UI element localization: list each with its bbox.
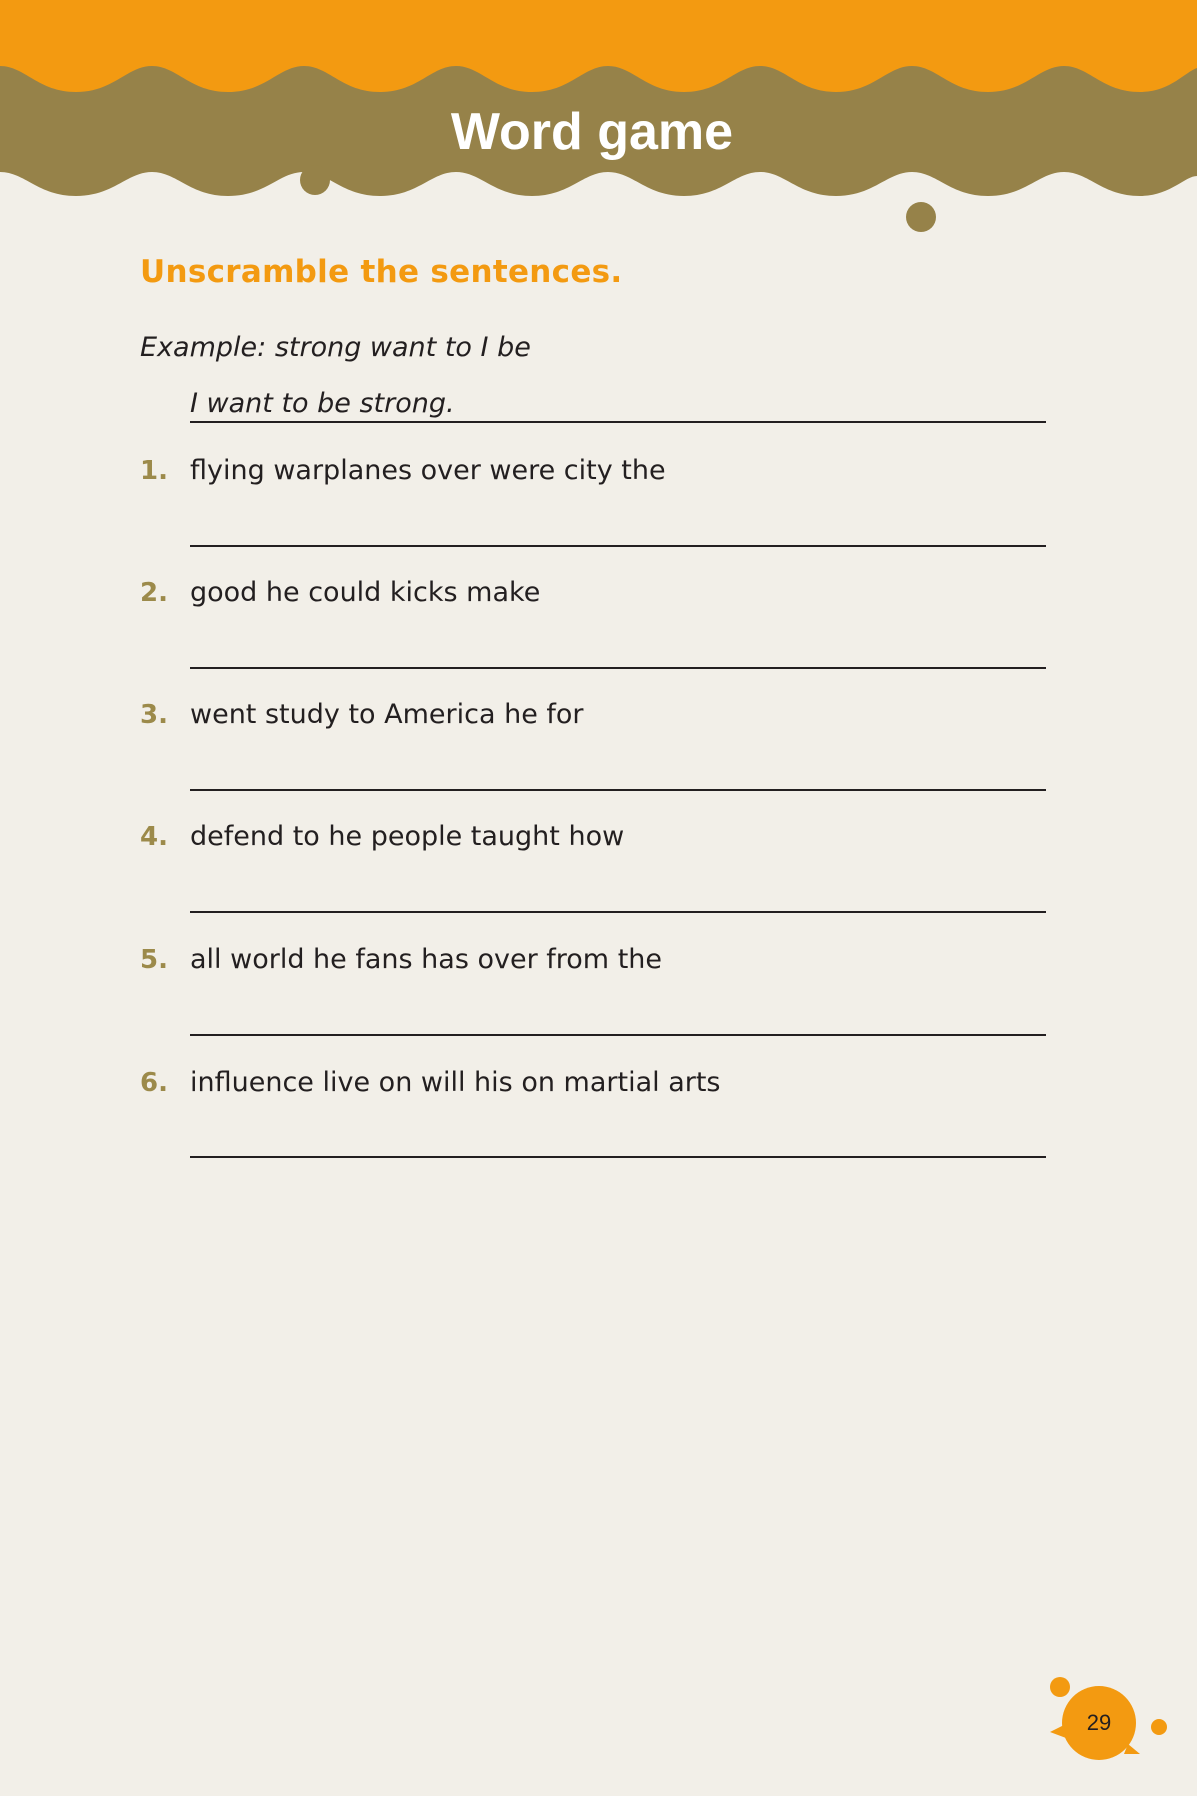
answer-line[interactable] — [190, 1156, 1046, 1158]
question-number: 1. — [140, 456, 168, 486]
answer-line[interactable] — [190, 789, 1046, 791]
question-text: flying warplanes over were city the — [190, 455, 666, 486]
answer-line[interactable] — [190, 667, 1046, 669]
question-number: 3. — [140, 700, 168, 730]
answer-line[interactable] — [190, 545, 1046, 547]
question-number: 4. — [140, 822, 168, 852]
question-text: all world he fans has over from the — [190, 944, 662, 975]
question-text: went study to America he for — [190, 699, 584, 730]
example-answer: I want to be strong. — [190, 388, 455, 419]
question-number: 6. — [140, 1068, 168, 1098]
answer-line[interactable] — [190, 1034, 1046, 1036]
question-text: defend to he people taught how — [190, 821, 625, 852]
example-answer-line — [190, 421, 1046, 423]
page-number: 29 — [1086, 1710, 1112, 1735]
question-number: 5. — [140, 945, 168, 975]
example-prompt: Example: strong want to I be — [140, 332, 531, 363]
question-text: influence live on will his on martial arts — [190, 1067, 721, 1098]
question-number: 2. — [140, 578, 168, 608]
answer-line[interactable] — [190, 911, 1046, 913]
page-title: Word game — [450, 103, 734, 161]
instruction-heading: Unscramble the sentences. — [140, 254, 623, 290]
question-text: good he could kicks make — [190, 577, 541, 608]
